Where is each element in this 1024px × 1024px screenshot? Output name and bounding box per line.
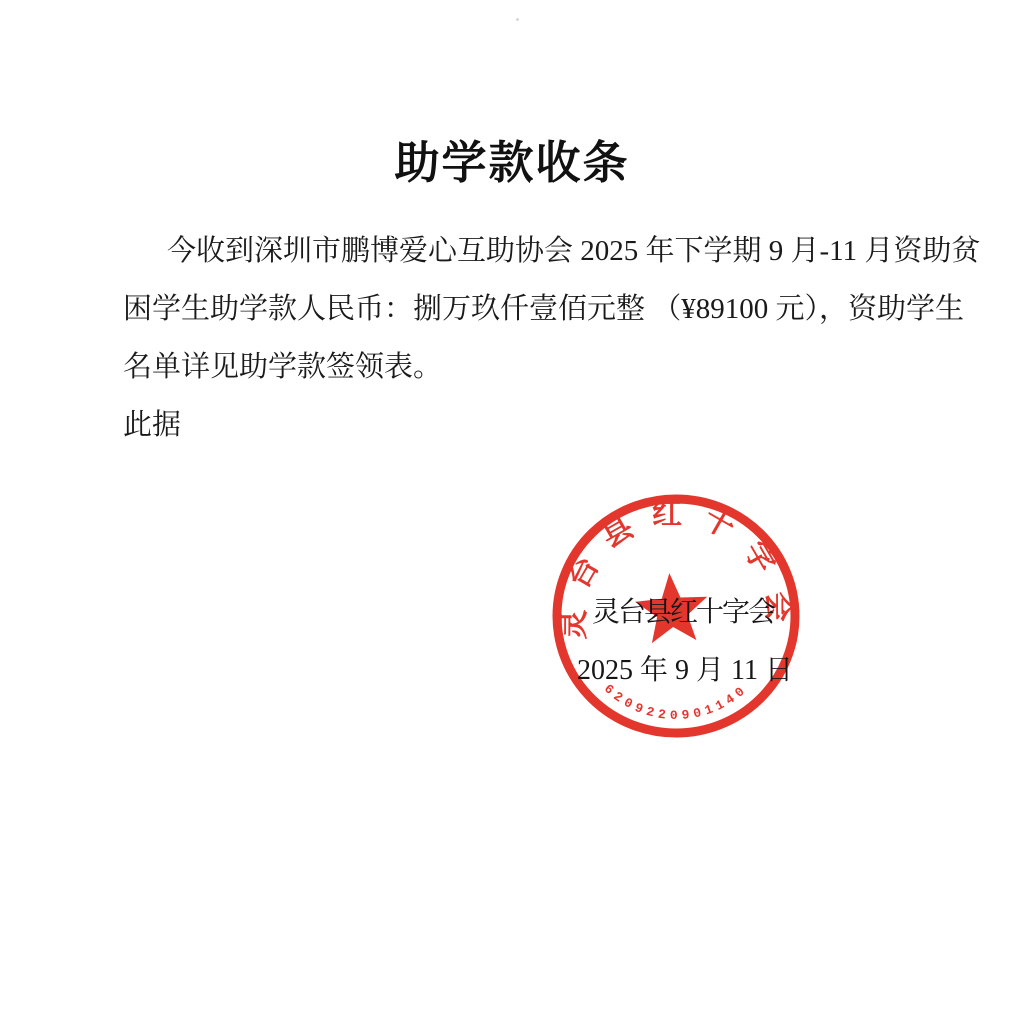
seal-serial-number: 6209220901140 <box>600 681 752 724</box>
body-line: 此据 <box>123 409 182 441</box>
signature-org-name: 灵台县红十字会 <box>592 597 775 628</box>
page-title: 助学款收条 <box>394 138 630 189</box>
body-line: 名单详见助学款签领表。 <box>123 351 443 383</box>
body-line: 今收到深圳市鹏博爱心互助协会 2025 年下学期 9 月-11 月资助贫 <box>167 235 981 267</box>
receipt-body <box>123 222 980 454</box>
signature-date: 2025 年 9 月 11 日 <box>577 655 793 686</box>
body-line: 困学生助学款人民币：捌万玖仟壹佰元整 （¥89100 元），资助学生 <box>123 293 965 325</box>
scan-speck <box>516 18 519 21</box>
seal-ring-text: 灵台县红十字会 <box>557 498 795 640</box>
